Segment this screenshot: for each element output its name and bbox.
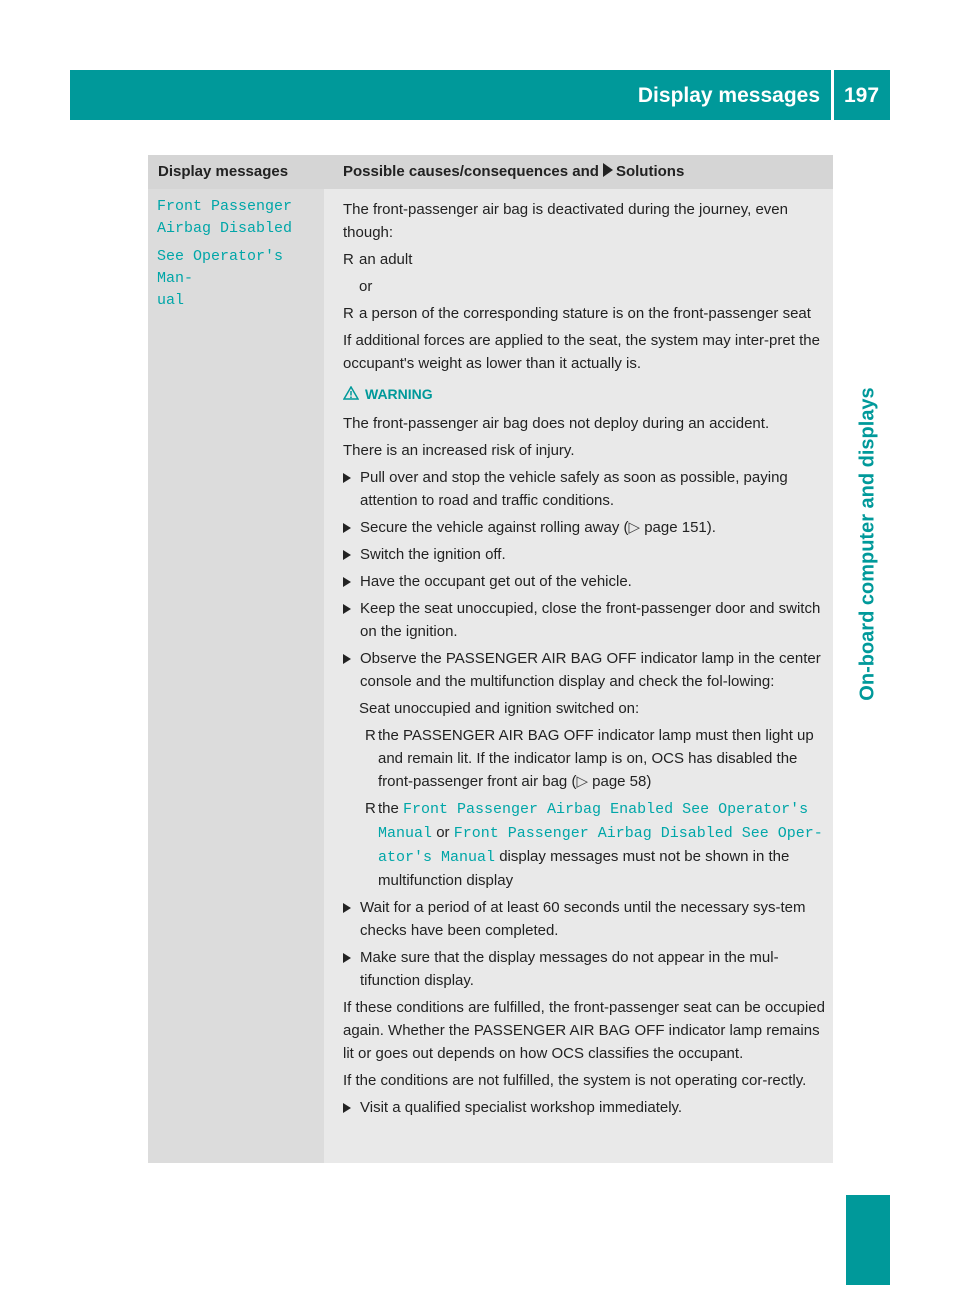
step-text-end: ). (706, 519, 716, 536)
display-message (157, 196, 322, 318)
step-arrow-icon (343, 953, 351, 963)
sub-text: the PASSENGER AIR BAG OFF indicator lamp must then light up and remain lit. If the indicator lamp is on, OCS has disabled the front-passenger front air bag ( (378, 727, 814, 790)
intro-text: The front-passenger air bag is deactivated during the journey, even though: (343, 201, 788, 241)
sub-text-end: ) (646, 773, 652, 790)
sub-text: or (436, 824, 450, 841)
section-title: Display messages (637, 84, 820, 107)
step-text: Switch the ignition off. (360, 546, 506, 563)
step-arrow-icon (343, 903, 351, 913)
page-ref[interactable]: page 151 (644, 519, 707, 536)
step-text: Make sure that the display messages do not appear in the mul-tifunction display. (360, 949, 779, 989)
step-item (343, 570, 827, 593)
bullet-mark: R (343, 251, 354, 268)
message-line3: See Operator's Man‐ (157, 248, 284, 287)
bullet-text: an adult (359, 251, 413, 268)
solution-content (343, 198, 827, 1123)
step6-subheading: Seat unoccupied and ignition switched on: (359, 700, 640, 717)
warning-text2: There is an increased risk of injury. (343, 442, 575, 459)
or-text: or (359, 278, 373, 295)
step-arrow-icon (343, 654, 351, 664)
step-arrow-icon (343, 550, 351, 560)
warning-icon (343, 386, 359, 400)
step-item (343, 543, 827, 566)
bullet-mark: R (365, 727, 376, 744)
step-item (343, 946, 827, 992)
step-item (343, 1096, 827, 1119)
col1-header: Display messages (158, 163, 289, 180)
page-ref[interactable]: page 58 (592, 773, 647, 790)
step-item (343, 896, 827, 942)
col2-header (343, 163, 684, 180)
warning-text1: The front-passenger air bag does not deploy during an accident. (343, 415, 770, 432)
side-label: On-board computer and displays (856, 387, 879, 701)
step-arrow-icon (343, 604, 351, 614)
message-line1: Front Passenger (157, 198, 293, 215)
page-ref-icon: ▷ (576, 773, 593, 790)
col2-header-b: Solutions (615, 163, 685, 180)
arrow-icon (603, 163, 613, 177)
step-item (343, 647, 827, 693)
page-ref-icon: ▷ (628, 519, 645, 536)
display-message-inline: Front Passenger Airbag Disabled See Oper‐ator's Manual (378, 825, 823, 866)
step-arrow-icon (343, 473, 351, 483)
step-text: Wait for a period of at least 60 seconds until the necessary sys-tem checks have been completed. (360, 899, 806, 939)
message-line4: ual (157, 292, 185, 309)
header-divider (831, 70, 834, 120)
step-text: Observe the PASSENGER AIR BAG OFF indicator lamp in the center console and the multifunction display and check the fol-lowing: (360, 650, 821, 690)
step-arrow-icon (343, 1103, 351, 1113)
bullet-item (343, 248, 827, 271)
para2: If these conditions are fulfilled, the front-passenger seat can be occupied again. Whether the PASSENGER AIR BAG OFF indicator lamp remains lit or goes out depends on how OCS classifies the occupant. (343, 999, 825, 1062)
step-item (343, 516, 827, 539)
message-line2: Airbag Disabled (157, 220, 293, 237)
bullet-text: a person of the corresponding stature is on the front-passenger seat (359, 305, 811, 322)
sub-text: display messages must not be shown in the multifunction display (378, 848, 790, 889)
sub-bullet-item (343, 724, 827, 793)
display-message-inline: Front Passenger Airbag Enabled See Operator's Manual (378, 801, 809, 842)
warning-label: WARNING (365, 386, 433, 402)
page-number: 197 (844, 84, 880, 107)
side-block (846, 1195, 890, 1285)
bullet-item (343, 302, 827, 325)
sub-bullet-item (343, 797, 827, 892)
message-column (148, 189, 324, 1163)
col2-header-a: Possible causes/consequences and (343, 163, 599, 180)
step-text: Visit a qualified specialist workshop immediately. (360, 1099, 683, 1116)
side-tab (846, 164, 890, 924)
step-text: Pull over and stop the vehicle safely as soon as possible, paying attention to road and traffic conditions. (360, 469, 788, 509)
warning-heading (343, 383, 827, 406)
step-arrow-icon (343, 523, 351, 533)
step-item (343, 466, 827, 512)
sub-text: the (378, 800, 399, 817)
step-arrow-icon (343, 577, 351, 587)
bullet-mark: R (365, 800, 376, 817)
step-text: Have the occupant get out of the vehicle. (360, 573, 632, 590)
para1: If additional forces are applied to the seat, the system may inter-pret the occupant's weight as lower than it actually is. (343, 332, 820, 372)
bullet-mark: R (343, 305, 354, 322)
step-text: Keep the seat unoccupied, close the front-passenger door and switch on the ignition. (360, 600, 821, 640)
step-text: Secure the vehicle against rolling away ( (360, 519, 629, 536)
para3: If the conditions are not fulfilled, the system is not operating cor-rectly. (343, 1072, 807, 1089)
step-item (343, 597, 827, 643)
